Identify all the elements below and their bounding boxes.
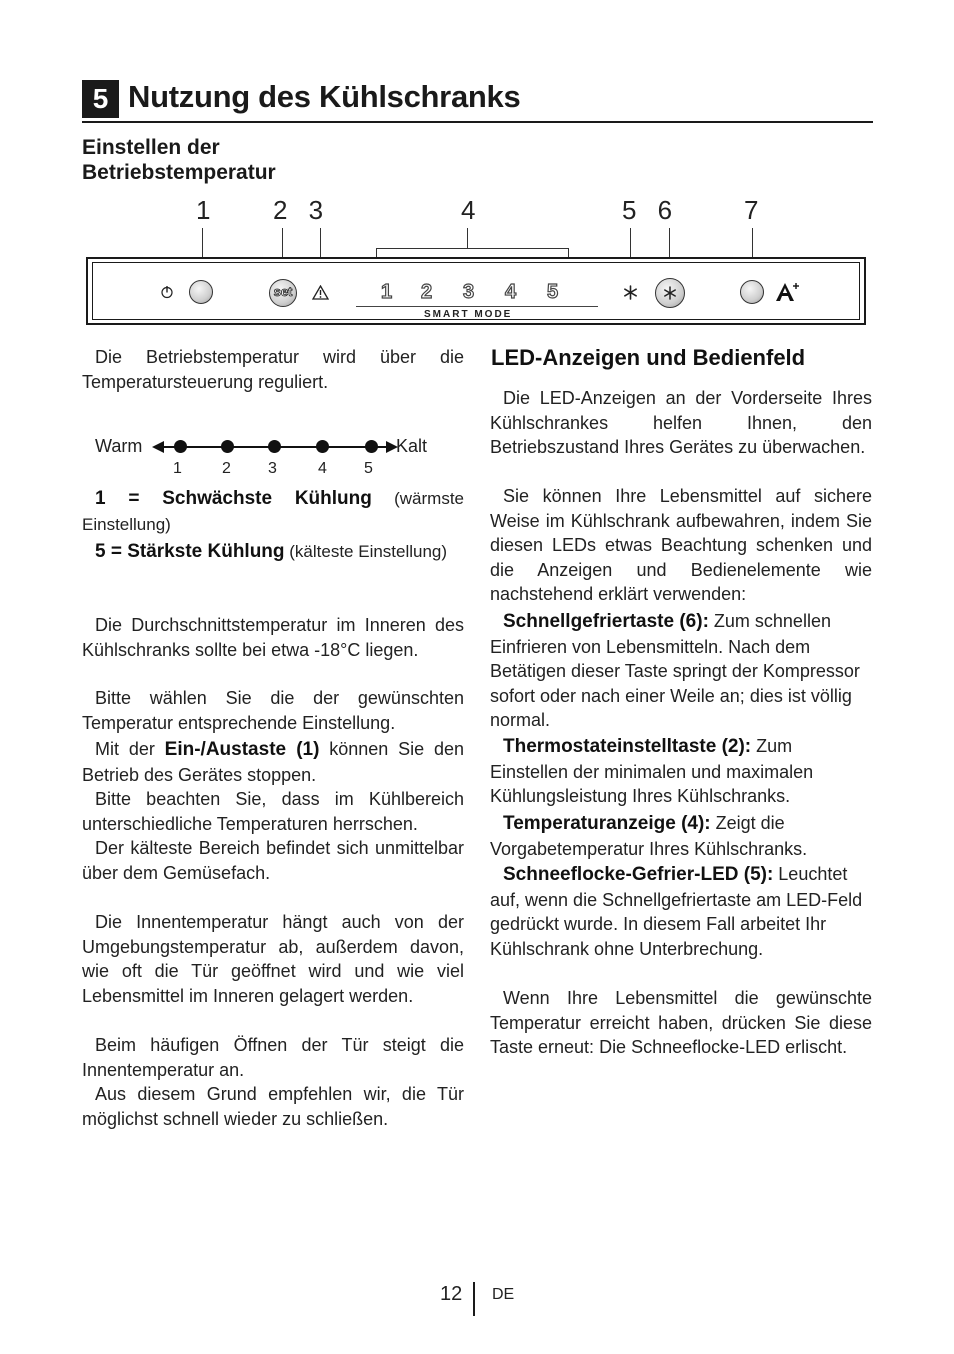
temperature-level-4: 4 [505, 281, 517, 303]
left-paragraph-6: Der kälteste Bereich befindet sich unmittelbar über dem Gemüsefach. [82, 838, 464, 883]
left-paragraph-9: Aus diesem Grund empfehlen wir, die Tür möglichst schnell wieder zu schließen. [82, 1084, 464, 1129]
leader-bracket-4 [376, 248, 569, 249]
weakest-cooling-label: 1 = Schwächste Kühlung [95, 488, 372, 509]
item-fast-freeze-text: Zum schnellen Einfrieren von Lebensmitteln. Nach dem Betätigen dieser Taste springt der Kompressor sofort oder nach einer Weile an; dies ist völlig normal. [490, 611, 860, 731]
right-paragraph-1: Die LED-Anzeigen an der Vorderseite Ihres Kühlschrankes helfen Ihnen, den Betriebszustand Ihres Gerätes zu überwachen. [490, 388, 872, 458]
scale-number-3: 3 [268, 460, 277, 477]
on-off-key-label: Ein-/Austaste (1) [164, 739, 320, 760]
weakest-cooling-detail: (wärmste Einstellung) [82, 489, 464, 534]
scale-dot-4 [316, 440, 329, 453]
subtitle [82, 135, 276, 185]
set-label: set [273, 284, 293, 299]
left-paragraph-1: Die Betriebstemperatur wird über die Temperatursteuerung reguliert. [82, 347, 464, 392]
strongest-cooling-note [82, 539, 464, 565]
callout-7: 7 [744, 195, 759, 225]
temperature-level-5: 5 [547, 281, 559, 303]
page-number: 12 [440, 1283, 463, 1305]
scale-dot-5 [365, 440, 378, 453]
callout-4: 4 [461, 195, 476, 225]
scale-dot-3 [268, 440, 281, 453]
a-plus-icon [775, 282, 801, 302]
callout-2-3: 2 3 [273, 195, 324, 225]
scale-number-5: 5 [364, 460, 373, 477]
smart-mode-label: SMART MODE [424, 309, 513, 320]
left-paragraph-7: Die Innentemperatur hängt auch von der Umgebungstemperatur ab, außerdem davon, wie oft die Tür geöffnet wird und wie viel Lebensmittel im Inneren gelagert werden. [82, 912, 464, 1006]
fast-freeze-snowflake-icon [663, 286, 677, 300]
on-off-button[interactable] [189, 280, 213, 304]
left-paragraph-2: Die Durchschnittstemperatur im Inneren des Kühlschranks sollte bei etwa -18°C liegen. [82, 615, 464, 660]
strongest-cooling-label: 5 = Stärkste Kühlung [95, 541, 285, 562]
scale-number-1: 1 [173, 460, 182, 477]
item-fast-freeze-label: Schnellgefriertaste (6): [503, 611, 709, 632]
left-paragraph-4-pre: Mit der [95, 739, 165, 759]
item-snowflake-led [490, 862, 872, 961]
page-number-separator [473, 1282, 475, 1316]
left-paragraph-8: Beim häufigen Öffnen der Tür steigt die Innentemperatur an. [82, 1035, 464, 1080]
scale-warm-label: Warm [95, 436, 143, 456]
temperature-level-2: 2 [421, 281, 433, 303]
right-paragraph-2: Sie können Ihre Lebensmittel auf sichere Weise im Kühlschrank aufbewahren, indem Sie diesen LEDs etwas Beachtung schenken und die Anzeigen und Bedienelemente wie nachstehend erklärt verwenden: [490, 486, 872, 605]
snowflake-icon [623, 285, 638, 300]
subtitle-line1: Einstellen der [82, 136, 220, 159]
callout-5-6: 5 6 [622, 195, 673, 225]
left-paragraph-4-post: können Sie den Betrieb des Gerätes stoppen. [82, 739, 465, 785]
left-paragraph-5: Bitte beachten Sie, dass im Kühlbereich unterschiedliche Temperaturen herrschen. [82, 789, 464, 834]
a-plus-button[interactable] [740, 280, 764, 304]
item-fast-freeze [490, 609, 872, 733]
warning-triangle-icon [312, 285, 329, 300]
language-code: DE [492, 1286, 515, 1303]
section-title: Nutzung des Kühlschranks [128, 79, 521, 114]
led-panel-heading: LED-Anzeigen und Bedienfeld [491, 345, 806, 370]
digit-underline [356, 306, 598, 307]
scale-number-2: 2 [222, 460, 231, 477]
item-thermostat-label: Thermostateinstelltaste (2): [503, 736, 752, 757]
item-thermostat-text: Zum Einstellen der minimalen und maximalen Kühlungsleistung Ihres Kühlschranks. [490, 736, 814, 807]
item-temperature-display-label: Temperaturanzeige (4): [503, 813, 711, 834]
scale-dot-2 [221, 440, 234, 453]
item-snowflake-led-text: Leuchtet auf, wenn die Schnellgefriertaste am LED-Feld gedrückt wurde. In diesem Fall arbeitet Ihr Kühlschrank ohne Unterbrechung. [490, 864, 863, 959]
strongest-cooling-detail: (kälteste Einstellung) [284, 542, 448, 561]
left-paragraph-3: Bitte wählen Sie die der gewünschten Temperatur entsprechende Einstellung. [82, 688, 464, 733]
left-paragraph-4 [82, 737, 464, 787]
leader-line-4 [467, 228, 468, 248]
section-number: 5 [82, 80, 119, 118]
temperature-level-3: 3 [463, 281, 475, 303]
weakest-cooling-note [82, 486, 464, 537]
item-snowflake-led-label: Schneeflocke-Gefrier-LED (5): [503, 864, 774, 885]
item-thermostat [490, 734, 872, 809]
callout-1: 1 [196, 195, 211, 225]
item-temperature-display [490, 811, 872, 861]
scale-number-4: 4 [318, 460, 327, 477]
scale-dot-1 [174, 440, 187, 453]
scale-kalt-label: Kalt [396, 436, 428, 456]
section-rule [82, 121, 873, 123]
power-icon [160, 285, 174, 299]
right-paragraph-3: Wenn Ihre Lebensmittel die gewünschte Temperatur erreicht haben, drücken Sie diese Taste erneut: Die Schneeflocke-LED erlischt. [490, 988, 872, 1058]
item-temperature-display-text: Zeigt die Vorgabetemperatur Ihres Kühlschranks. [490, 813, 808, 859]
subtitle-line2: Betriebstemperatur [82, 161, 276, 184]
temperature-level-1: 1 [381, 281, 393, 303]
